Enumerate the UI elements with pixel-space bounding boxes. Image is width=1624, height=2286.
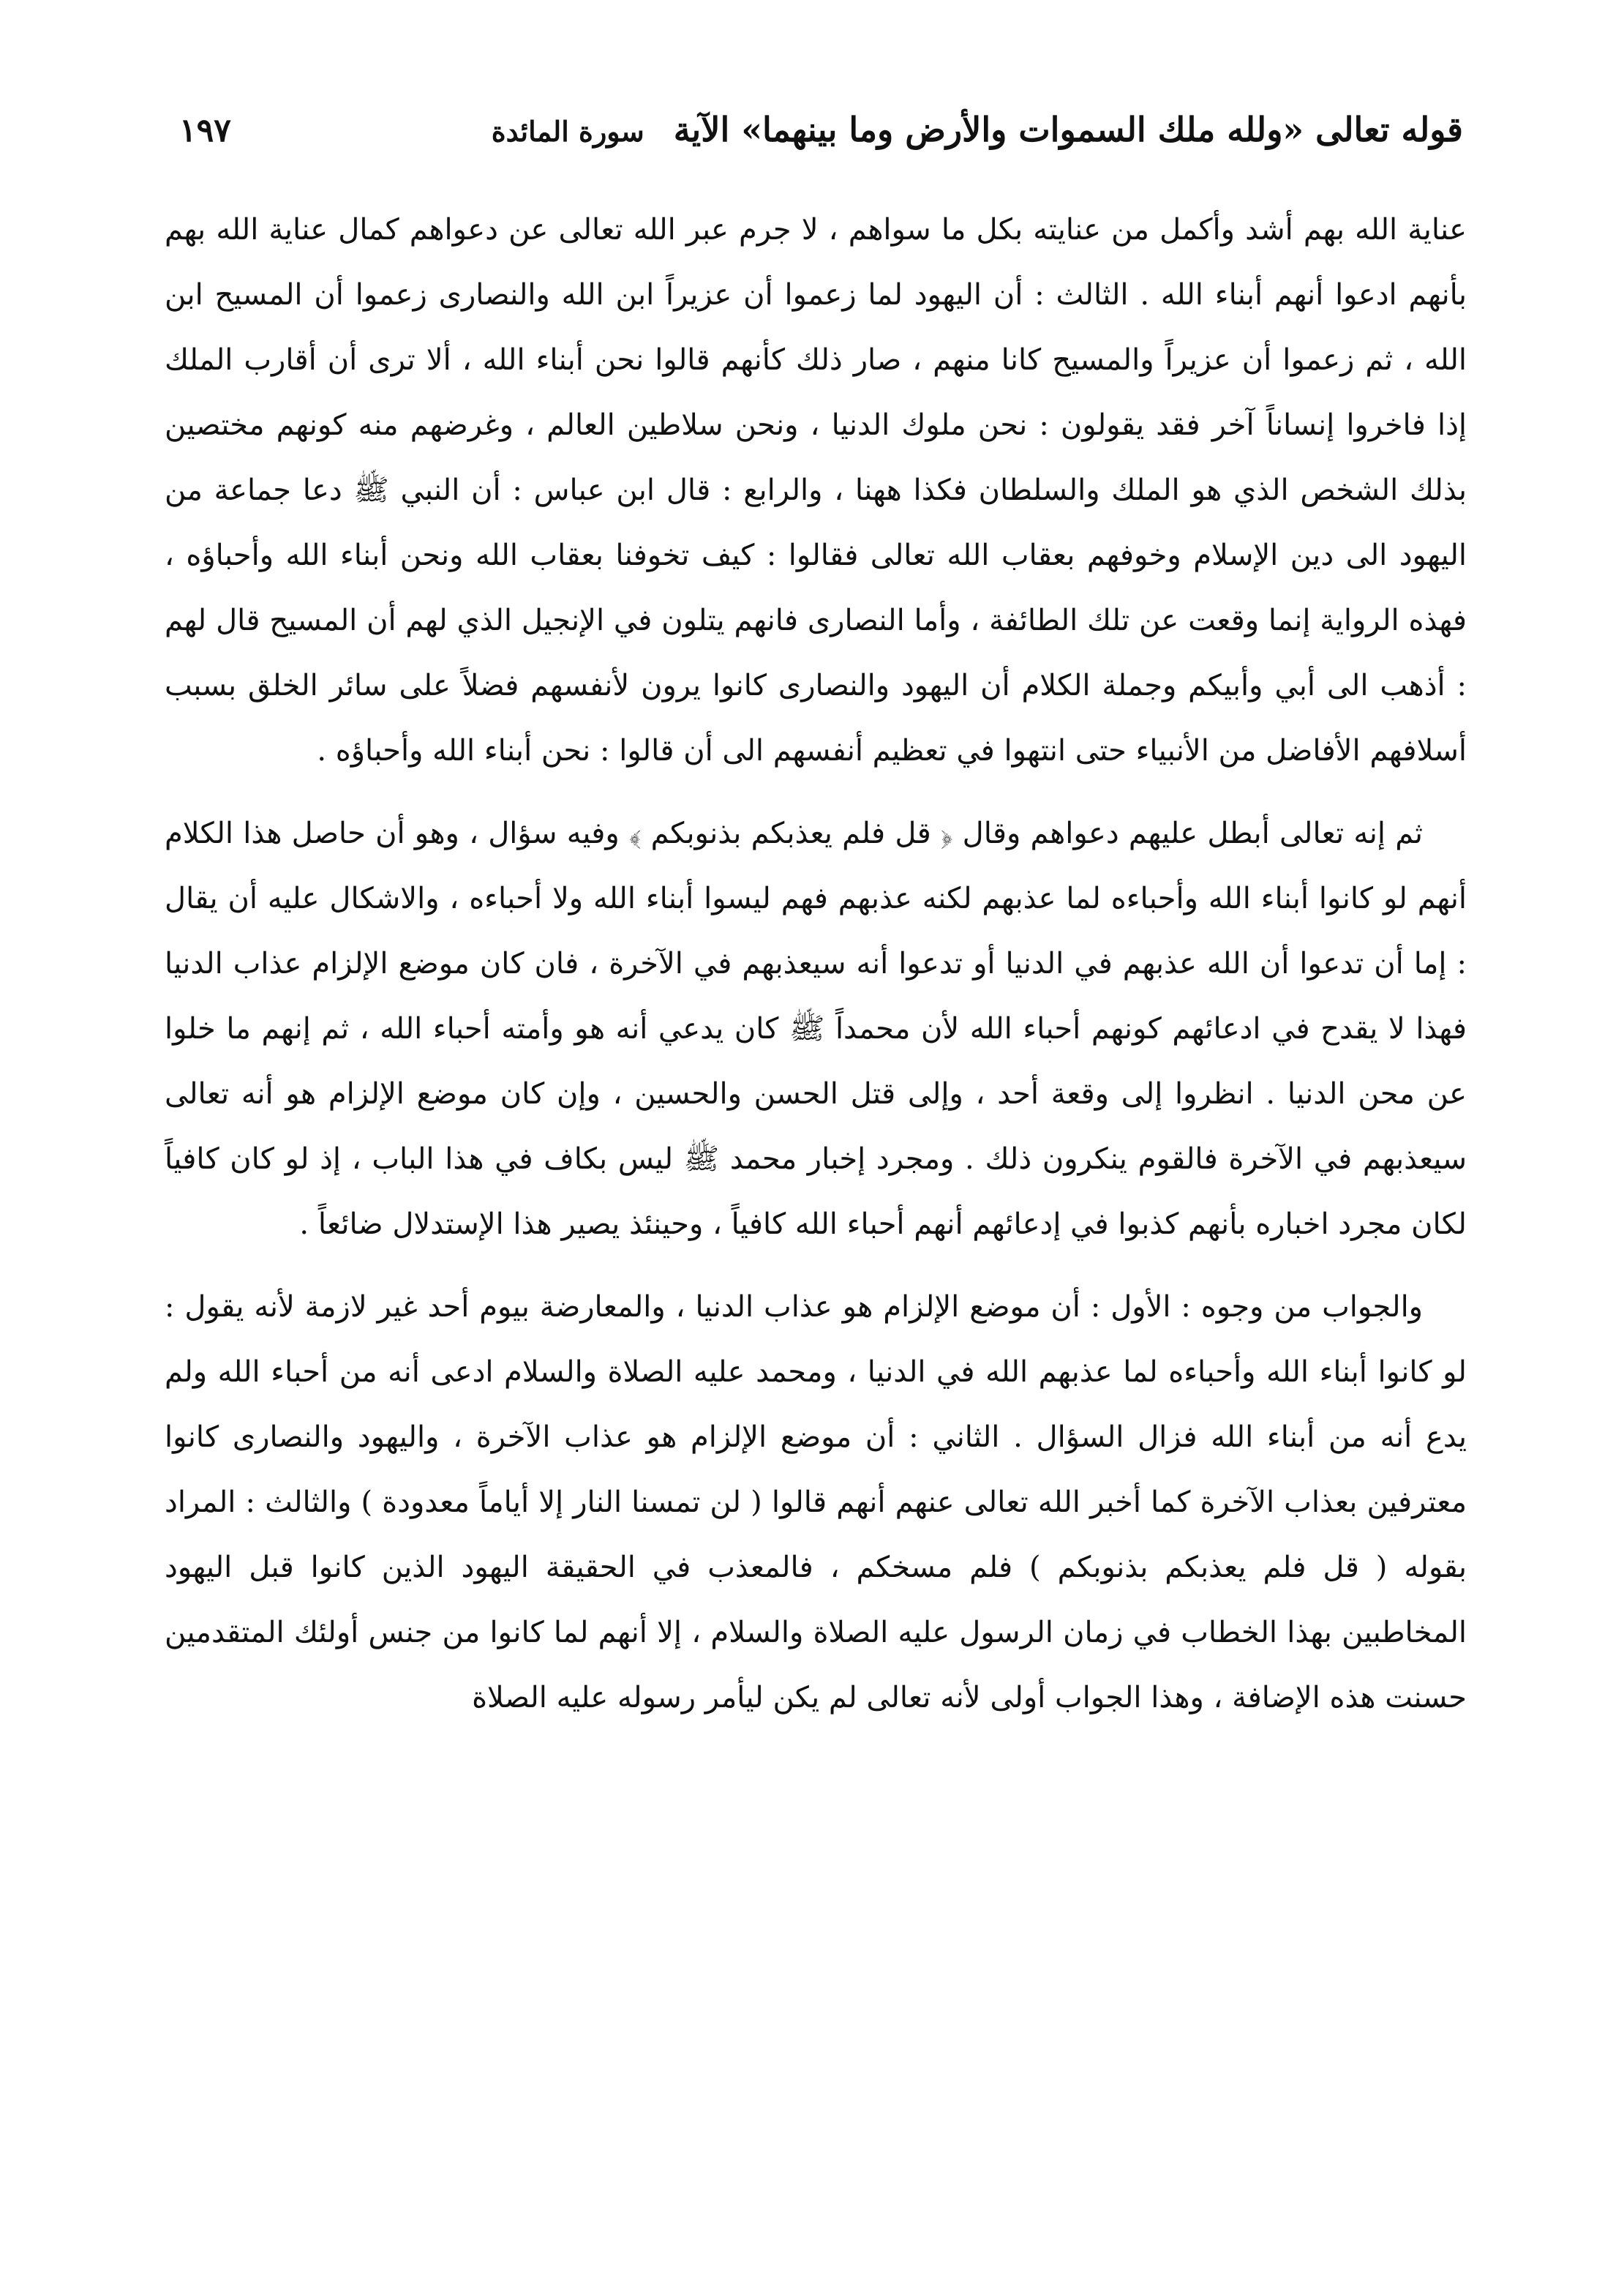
paragraph: والجواب من وجوه : الأول : أن موضع الإلزام هو عذاب الدنيا ، والمعارضة بيوم أحد غير لازمة لأنه يقول : لو كانوا أبناء الله وأحباءه لما عذبهم الله في الدنيا ، ومحمد عليه الصلاة والسلام ادعى أنه من أحباء الله ولم يدع أنه من أبناء الله فزال السؤال . الثاني : أن موضع الإلزام هو عذاب الآخرة ، واليهود والنصارى كانوا معترفين بعذاب الآخرة كما أخبر الله تعالى عنهم أنهم قالوا ( لن تمسنا النار إلا أياماً معدودة ) والثالث : المراد بقوله ( قل فلم يعذبكم بذنوبكم ) فلم مسخكم ، فالمعذب في الحقيقة اليهود الذين كانوا قبل اليهود المخاطبين بهذا الخطاب في زمان الرسول عليه الصلاة والسلام ، إلا أنهم لما كانوا من جنس أولئك المتقدمين حسنت هذه الإضافة ، وهذا الجواب أولى لأنه تعالى لم يكن ليأمر رسوله عليه الصلاة: [165, 1290, 1467, 1714]
header-surah-name: سورة المائدة: [491, 115, 644, 148]
running-header: [179, 110, 1463, 168]
page-number: ١٩٧: [179, 112, 231, 149]
paragraph: عناية الله بهم أشد وأكمل من عنايته بكل ما سواهم ، لا جرم عبر الله تعالى عن دعواهم كمال عناية الله بهم بأنهم ادعوا أنهم أبناء الله . الثالث : أن اليهود لما زعموا أن عزيراً ابن الله والنصارى زعموا أن المسيح ابن الله ، ثم زعموا أن عزيراً والمسيح كانا منهم ، صار ذلك كأنهم قالوا نحن أبناء الله ، ألا ترى أن أقارب الملك إذا فاخروا إنساناً آخر فقد يقولون : نحن ملوك الدنيا ، ونحن سلاطين العالم ، وغرضهم منه كونهم مختصين بذلك الشخص الذي هو الملك والسلطان فكذا ههنا ، والرابع : قال ابن عباس : أن النبي ﷺ دعا جماعة من اليهود الى دين الإسلام وخوفهم بعقاب الله تعالى فقالوا : كيف تخوفنا بعقاب الله ونحن أبناء الله وأحباؤه ، فهذه الرواية إنما وقعت عن تلك الطائفة ، وأما النصارى فانهم يتلون في الإنجيل الذي لهم أن المسيح قال لهم : أذهب الى أبي وأبيكم وجملة الكلام أن اليهود والنصارى كانوا يرون لأنفسهم فضلاً على سائر الخلق بسبب أسلافهم الأفاضل من الأنبياء حتى انتهوا في تعظيم أنفسهم الى أن قالوا : نحن أبناء الله وأحباؤه .: [165, 213, 1467, 768]
paragraph: ثم إنه تعالى أبطل عليهم دعواهم وقال ﴿ قل فلم يعذبكم بذنوبكم ﴾ وفيه سؤال ، وهو أن حاصل هذا الكلام أنهم لو كانوا أبناء الله وأحباءه لما عذبهم لكنه عذبهم فهم ليسوا أبناء الله ولا أحباءه ، والاشكال عليه أن يقال : إما أن تدعوا أن الله عذبهم في الدنيا أو تدعوا أنه سيعذبهم في الآخرة ، فان كان موضع الإلزام عذاب الدنيا فهذا لا يقدح في ادعائهم كونهم أحباء الله لأن محمداً ﷺ كان يدعي أنه هو وأمته أحباء الله ، ثم إنهم ما خلوا عن محن الدنيا . انظروا إلى وقعة أحد ، وإلى قتل الحسن والحسين ، وإن كان موضع الإلزام هو أنه تعالى سيعذبهم في الآخرة فالقوم ينكرون ذلك . ومجرد إخبار محمد ﷺ ليس بكاف في هذا الباب ، إذ لو كان كافياً لكان مجرد اخباره بأنهم كذبوا في إدعائهم أنهم أحباء الله كافياً ، وحينئذ يصير هذا الإستدلال ضائعاً .: [165, 817, 1467, 1241]
body-text: [165, 198, 1467, 1731]
header-title: قوله تعالى «ولله ملك السموات والأرض وما بينهما» الآية: [673, 110, 1463, 149]
